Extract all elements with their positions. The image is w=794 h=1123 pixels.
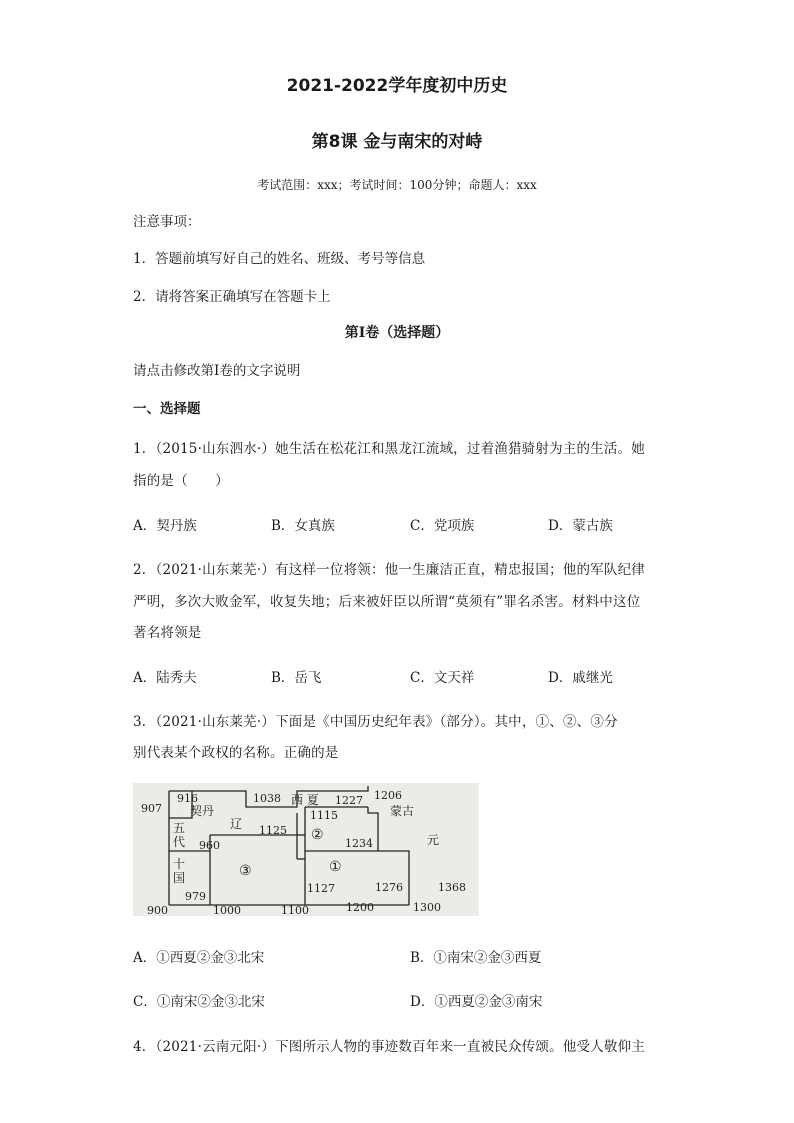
label-marker-1: ①	[329, 859, 342, 875]
question-1-line-2: 指的是（ ）	[133, 473, 229, 489]
question-1-option-c[interactable]: C．党项族	[410, 518, 475, 534]
notice-item-2: 2．请将答案正确填写在答题卡上	[133, 289, 331, 305]
label-guo: 国	[173, 871, 186, 885]
question-1-option-b[interactable]: B．女真族	[271, 518, 335, 534]
exam-meta: 考试范围：xxx；考试时间：100分钟；命题人：xxx	[257, 178, 537, 192]
label-960: 960	[199, 839, 220, 852]
label-liao: 辽	[230, 817, 243, 831]
question-2-option-b[interactable]: B．岳飞	[271, 670, 322, 686]
question-2-option-a[interactable]: A．陆秀夫	[133, 670, 197, 686]
label-1276: 1276	[375, 881, 403, 894]
volume-note[interactable]: 请点击修改第I卷的文字说明	[133, 363, 301, 379]
question-3-option-d[interactable]: D．①西夏②金③南宋	[410, 994, 543, 1010]
label-xixia: 西 夏	[291, 793, 319, 807]
label-1038: 1038	[253, 792, 281, 805]
label-shi: 十	[173, 857, 186, 871]
part-title: 一、选择题	[133, 401, 201, 417]
label-1125: 1125	[259, 824, 287, 837]
question-1-option-d[interactable]: D．蒙古族	[548, 518, 613, 534]
question-2-line-2: 严明，多次大败金军，收复失地；后来被奸臣以所谓“莫须有”罪名杀害。材料中这位	[133, 594, 641, 610]
question-3-option-a[interactable]: A．①西夏②金③北宋	[133, 950, 265, 966]
lesson-title: 第8课 金与南宋的对峙	[311, 132, 483, 152]
chronology-table-drawing	[133, 783, 479, 916]
axis-tick-900: 900	[147, 904, 168, 916]
label-wu: 五	[173, 821, 186, 835]
label-1368: 1368	[438, 881, 466, 894]
question-2-line-3: 著名将领是	[133, 625, 202, 641]
label-1206: 1206	[374, 789, 402, 802]
axis-tick-1300: 1300	[413, 901, 441, 914]
chronology-table-figure	[133, 783, 479, 916]
question-3-option-c[interactable]: C．①南宋②金③北宋	[133, 994, 265, 1010]
question-2-option-d[interactable]: D．戚继光	[548, 670, 613, 686]
label-1127: 1127	[307, 882, 335, 895]
label-1115: 1115	[310, 809, 338, 822]
document-title: 2021-2022学年度初中历史	[286, 76, 508, 96]
label-979: 979	[185, 890, 206, 903]
volume-title: 第I卷（选择题）	[344, 325, 450, 341]
question-1-option-a[interactable]: A．契丹族	[133, 518, 197, 534]
label-907: 907	[141, 802, 162, 815]
question-1-line-1: 1．（2015·山东泗水·）她生活在松花江和黑龙江流域，过着渔猎骑射为主的生活。她	[133, 441, 645, 457]
label-marker-2: ②	[311, 827, 324, 843]
question-2-option-c[interactable]: C．文天祥	[410, 670, 475, 686]
question-3-line-2: 别代表某个政权的名称。正确的是	[133, 745, 339, 761]
label-qidan: 契丹	[190, 804, 215, 818]
axis-tick-1200: 1200	[346, 901, 374, 914]
label-menggu: 蒙古	[390, 804, 415, 818]
axis-tick-1000: 1000	[213, 904, 241, 916]
question-4-line-1: 4．（2021·云南元阳·）下图所示人物的事迹数百年来一直被民众传颂。他受人敬仰主	[133, 1039, 645, 1055]
notice-title: 注意事项：	[133, 214, 201, 230]
label-916: 916	[177, 792, 198, 805]
question-3-option-b[interactable]: B．①南宋②金③西夏	[410, 950, 542, 966]
label-dai: 代	[173, 835, 186, 849]
axis-tick-1100: 1100	[281, 904, 309, 916]
question-2-line-1: 2．（2021·山东莱芜·）有这样一位将领：他一生廉洁正直，精忠报国；他的军队纪律	[133, 562, 645, 578]
label-1227: 1227	[335, 794, 363, 807]
label-marker-3: ③	[239, 863, 252, 879]
question-3-line-1: 3．（2021·山东莱芜·）下面是《中国历史纪年表》（部分）。其中，①、②、③分	[133, 714, 618, 730]
label-1234: 1234	[345, 837, 373, 850]
label-yuan: 元	[427, 833, 440, 847]
notice-item-1: 1．答题前填写好自己的姓名、班级、考号等信息	[133, 251, 426, 267]
